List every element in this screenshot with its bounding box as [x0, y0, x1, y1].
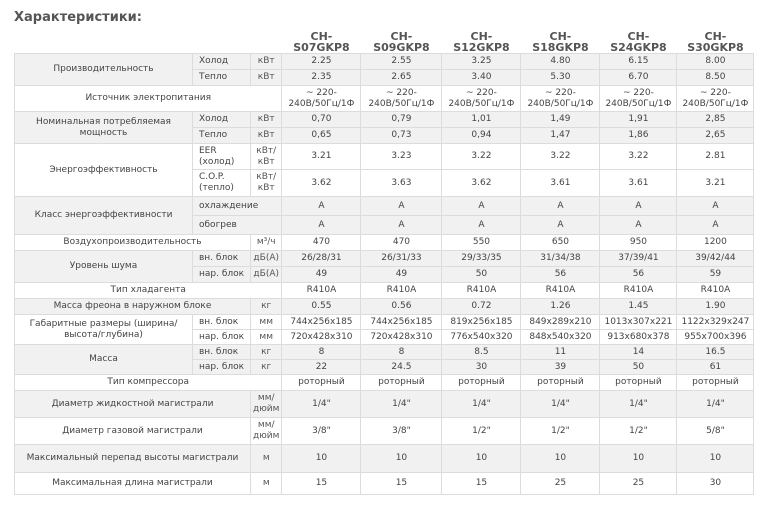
unit-label: кВт/ кВт	[251, 170, 282, 197]
value-cell: 8	[282, 345, 361, 360]
table-row	[15, 391, 754, 418]
sub-label: обогрев	[193, 216, 282, 235]
param-label: Габаритные размеры (ширина/высота/глубина)	[15, 315, 193, 345]
table-row	[15, 144, 754, 170]
unit-label: кг	[251, 345, 282, 360]
value-cell: 10	[600, 445, 677, 473]
table-row	[15, 375, 754, 391]
param-label: Тип компрессора	[15, 375, 282, 391]
value-cell: 26/31/33	[361, 251, 442, 267]
model-header: CH-S12GKP8	[442, 31, 521, 54]
sub-label: Холод	[193, 112, 251, 128]
param-label: Максимальная длина магистрали	[15, 473, 251, 495]
sub-label: C.O.P. (тепло)	[193, 170, 251, 197]
sub-label: нар. блок	[193, 330, 251, 345]
value-cell: 59	[677, 267, 754, 283]
value-cell: 1,91	[600, 112, 677, 128]
value-cell: 2.25	[282, 54, 361, 70]
sub-label: вн. блок	[193, 345, 251, 360]
value-cell: роторный	[282, 375, 361, 391]
sub-label: Тепло	[193, 70, 251, 86]
value-cell: 1/4"	[442, 391, 521, 418]
value-cell: ~ 220-240В/50Гц/1Ф	[521, 86, 600, 112]
value-cell: 4.80	[521, 54, 600, 70]
param-label: Диаметр газовой магистрали	[15, 418, 251, 445]
value-cell: 16.5	[677, 345, 754, 360]
value-cell: 50	[442, 267, 521, 283]
value-cell: A	[442, 197, 521, 216]
table-row	[15, 345, 754, 360]
sub-label: нар. блок	[193, 360, 251, 375]
value-cell: 3.61	[521, 170, 600, 197]
value-cell: роторный	[442, 375, 521, 391]
value-cell: 819x256x185	[442, 315, 521, 330]
value-cell: 56	[521, 267, 600, 283]
value-cell: A	[282, 197, 361, 216]
value-cell: 10	[442, 445, 521, 473]
unit-label: м³/ч	[251, 235, 282, 251]
value-cell: роторный	[677, 375, 754, 391]
value-cell: 29/33/35	[442, 251, 521, 267]
value-cell: 30	[677, 473, 754, 495]
value-cell: A	[361, 216, 442, 235]
value-cell: 3.23	[361, 144, 442, 170]
value-cell: 3/8"	[361, 418, 442, 445]
param-label: Тип хладагента	[15, 283, 282, 299]
value-cell: 3.40	[442, 70, 521, 86]
value-cell: 1/4"	[677, 391, 754, 418]
value-cell: 8	[361, 345, 442, 360]
header-row	[15, 31, 754, 54]
value-cell: 720x428x310	[282, 330, 361, 345]
table-row	[15, 54, 754, 70]
value-cell: 8.50	[677, 70, 754, 86]
value-cell: R410A	[521, 283, 600, 299]
value-cell: 849x289x210	[521, 315, 600, 330]
unit-label: дБ(А)	[251, 251, 282, 267]
spec-table	[14, 31, 754, 495]
value-cell: A	[521, 197, 600, 216]
value-cell: 650	[521, 235, 600, 251]
value-cell: A	[361, 197, 442, 216]
value-cell: 6.70	[600, 70, 677, 86]
value-cell: 848x540x320	[521, 330, 600, 345]
value-cell: 1122x329x247	[677, 315, 754, 330]
table-row	[15, 235, 754, 251]
value-cell: роторный	[600, 375, 677, 391]
model-header: CH-S09GKP8	[361, 31, 442, 54]
value-cell: 3.21	[677, 170, 754, 197]
value-cell: 30	[442, 360, 521, 375]
value-cell: A	[677, 197, 754, 216]
param-label: Производительность	[15, 54, 193, 86]
value-cell: 3.22	[442, 144, 521, 170]
param-label: Масса фреона в наружном блоке	[15, 299, 251, 315]
value-cell: 470	[361, 235, 442, 251]
value-cell: 3.21	[282, 144, 361, 170]
value-cell: A	[282, 216, 361, 235]
value-cell: 1.45	[600, 299, 677, 315]
value-cell: 1/4"	[600, 391, 677, 418]
table-row	[15, 86, 754, 112]
value-cell: 10	[677, 445, 754, 473]
sub-label: охлаждение	[193, 197, 282, 216]
sub-label: EER (холод)	[193, 144, 251, 170]
sub-label: нар. блок	[193, 267, 251, 283]
value-cell: 1/4"	[521, 391, 600, 418]
unit-label: кВт	[251, 54, 282, 70]
value-cell: 3.25	[442, 54, 521, 70]
value-cell: 14	[600, 345, 677, 360]
value-cell: 2,65	[677, 128, 754, 144]
value-cell: 3.22	[521, 144, 600, 170]
value-cell: A	[677, 216, 754, 235]
param-label: Воздухопроизводительность	[15, 235, 251, 251]
value-cell: A	[521, 216, 600, 235]
param-label: Уровень шума	[15, 251, 193, 283]
value-cell: 3.62	[442, 170, 521, 197]
value-cell: 25	[600, 473, 677, 495]
value-cell: 1013x307x221	[600, 315, 677, 330]
param-label: Энергоэффективность	[15, 144, 193, 197]
value-cell: 3.62	[282, 170, 361, 197]
value-cell: 1/2"	[521, 418, 600, 445]
value-cell: 0,70	[282, 112, 361, 128]
value-cell: 50	[600, 360, 677, 375]
value-cell: 15	[282, 473, 361, 495]
value-cell: 11	[521, 345, 600, 360]
param-label: Максимальный перепад высоты магистрали	[15, 445, 251, 473]
table-row	[15, 112, 754, 128]
value-cell: 3.61	[600, 170, 677, 197]
value-cell: роторный	[521, 375, 600, 391]
value-cell: 0,79	[361, 112, 442, 128]
value-cell: 950	[600, 235, 677, 251]
table-row	[15, 473, 754, 495]
value-cell: 22	[282, 360, 361, 375]
sub-label: вн. блок	[193, 315, 251, 330]
table-row	[15, 197, 754, 216]
value-cell: 1,01	[442, 112, 521, 128]
value-cell: 61	[677, 360, 754, 375]
value-cell: R410A	[442, 283, 521, 299]
value-cell: 2,85	[677, 112, 754, 128]
table-row	[15, 315, 754, 330]
value-cell: 0.55	[282, 299, 361, 315]
table-row	[15, 445, 754, 473]
unit-label: кВт	[251, 112, 282, 128]
unit-label: м	[251, 473, 282, 495]
table-row	[15, 299, 754, 315]
value-cell: 1/2"	[442, 418, 521, 445]
table-row	[15, 418, 754, 445]
model-header: CH-S24GKP8	[600, 31, 677, 54]
value-cell: 2.81	[677, 144, 754, 170]
unit-label: кВт/ кВт	[251, 144, 282, 170]
value-cell: 2.55	[361, 54, 442, 70]
value-cell: 39/42/44	[677, 251, 754, 267]
param-label: Номинальная потребляемая мощность	[15, 112, 193, 144]
value-cell: 0.72	[442, 299, 521, 315]
value-cell: 1,49	[521, 112, 600, 128]
model-header: CH-S30GKP8	[677, 31, 754, 54]
unit-label: мм	[251, 330, 282, 345]
value-cell: 1,47	[521, 128, 600, 144]
value-cell: 1/2"	[600, 418, 677, 445]
value-cell: ~ 220-240В/50Гц/1Ф	[442, 86, 521, 112]
value-cell: ~ 220-240В/50Гц/1Ф	[361, 86, 442, 112]
value-cell: 6.15	[600, 54, 677, 70]
param-label: Масса	[15, 345, 193, 375]
value-cell: 1.90	[677, 299, 754, 315]
value-cell: 0,73	[361, 128, 442, 144]
value-cell: 26/28/31	[282, 251, 361, 267]
sub-label: вн. блок	[193, 251, 251, 267]
value-cell: 10	[361, 445, 442, 473]
value-cell: 1200	[677, 235, 754, 251]
value-cell: 0.56	[361, 299, 442, 315]
header-blank	[15, 31, 282, 54]
value-cell: A	[442, 216, 521, 235]
value-cell: 2.35	[282, 70, 361, 86]
value-cell: ~ 220-240В/50Гц/1Ф	[600, 86, 677, 112]
value-cell: 550	[442, 235, 521, 251]
unit-label: кг	[251, 360, 282, 375]
unit-label: мм	[251, 315, 282, 330]
value-cell: ~ 220-240В/50Гц/1Ф	[282, 86, 361, 112]
param-label: Источник электропитания	[15, 86, 282, 112]
unit-label: мм/ дюйм	[251, 418, 282, 445]
model-header: CH-S18GKP8	[521, 31, 600, 54]
value-cell: 913x680x378	[600, 330, 677, 345]
value-cell: A	[600, 197, 677, 216]
value-cell: 39	[521, 360, 600, 375]
param-label: Класс энергоэффективности	[15, 197, 193, 235]
value-cell: 744x256x185	[282, 315, 361, 330]
value-cell: 3/8"	[282, 418, 361, 445]
value-cell: 3.22	[600, 144, 677, 170]
value-cell: 3.63	[361, 170, 442, 197]
sub-label: Холод	[193, 54, 251, 70]
page-title: Характеристики:	[14, 10, 142, 25]
value-cell: 720x428x310	[361, 330, 442, 345]
value-cell: 56	[600, 267, 677, 283]
value-cell: 24.5	[361, 360, 442, 375]
value-cell: 49	[361, 267, 442, 283]
value-cell: 37/39/41	[600, 251, 677, 267]
unit-label: м	[251, 445, 282, 473]
value-cell: 744x256x185	[361, 315, 442, 330]
value-cell: 10	[282, 445, 361, 473]
sub-label: Тепло	[193, 128, 251, 144]
value-cell: 25	[521, 473, 600, 495]
unit-label: кВт	[251, 128, 282, 144]
value-cell: R410A	[361, 283, 442, 299]
value-cell: 955x700x396	[677, 330, 754, 345]
value-cell: A	[600, 216, 677, 235]
value-cell: роторный	[361, 375, 442, 391]
value-cell: 5.30	[521, 70, 600, 86]
table-row	[15, 251, 754, 267]
value-cell: 15	[361, 473, 442, 495]
value-cell: 1,86	[600, 128, 677, 144]
unit-label: кг	[251, 299, 282, 315]
unit-label: кВт	[251, 70, 282, 86]
value-cell: 1/4"	[361, 391, 442, 418]
model-header: CH-S07GKP8	[282, 31, 361, 54]
value-cell: 2.65	[361, 70, 442, 86]
value-cell: 1/4"	[282, 391, 361, 418]
unit-label: дБ(А)	[251, 267, 282, 283]
value-cell: 15	[442, 473, 521, 495]
value-cell: 8.5	[442, 345, 521, 360]
value-cell: 1.26	[521, 299, 600, 315]
param-label: Диаметр жидкостной магистрали	[15, 391, 251, 418]
value-cell: 470	[282, 235, 361, 251]
value-cell: R410A	[677, 283, 754, 299]
value-cell: 49	[282, 267, 361, 283]
value-cell: R410A	[600, 283, 677, 299]
value-cell: 776x540x320	[442, 330, 521, 345]
value-cell: ~ 220-240В/50Гц/1Ф	[677, 86, 754, 112]
value-cell: R410A	[282, 283, 361, 299]
value-cell: 31/34/38	[521, 251, 600, 267]
value-cell: 5/8"	[677, 418, 754, 445]
value-cell: 10	[521, 445, 600, 473]
unit-label: мм/ дюйм	[251, 391, 282, 418]
value-cell: 0,94	[442, 128, 521, 144]
value-cell: 0,65	[282, 128, 361, 144]
table-row	[15, 283, 754, 299]
value-cell: 8.00	[677, 54, 754, 70]
